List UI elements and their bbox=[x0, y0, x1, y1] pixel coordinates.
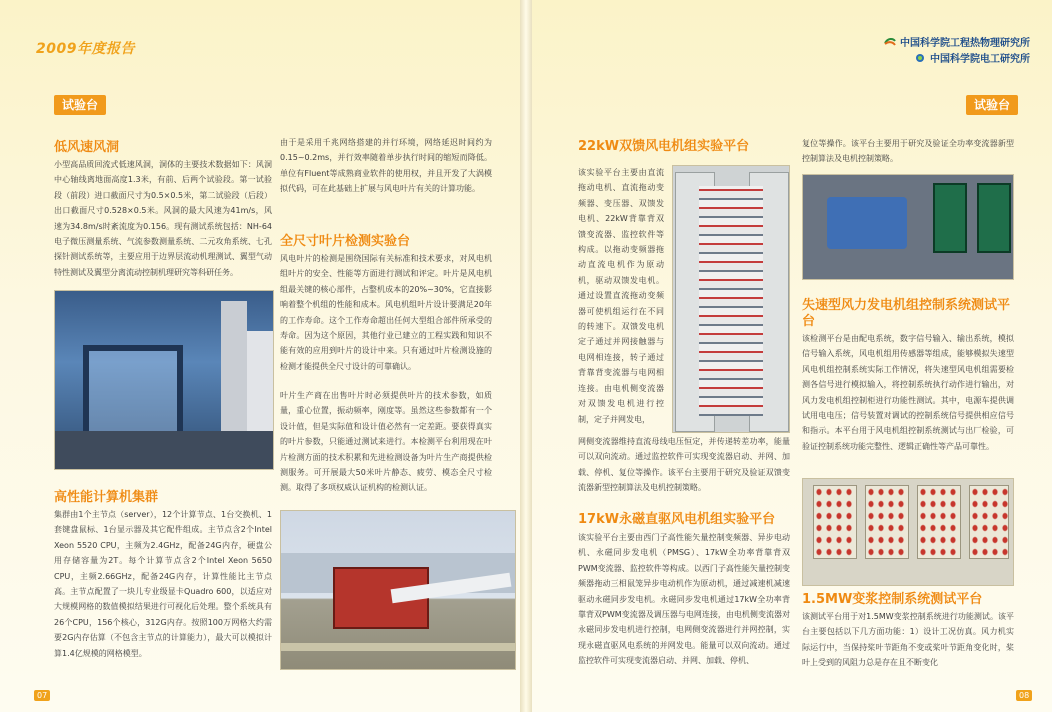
test-console-photo bbox=[802, 478, 1014, 586]
text-blade-test-1: 风电叶片的检测是围绕国际有关标准和技术要求，对风电机组叶片的安全、性能等方面进行测试和评定。叶片是风电机组最关键的核心部件，占整机成本的20%~30%，它直接影响着整个机组的性能和成本。风电机组叶片设计要满足20年的工作寿命。这个工作寿命超出任何大型组合部件所承受的寿命。因为这个原因，其他行业已建立的工程实践和知识不能有效的应用到叶片的设计中来。只有通过叶片检测设施的检测才能提供全尺寸设计的可靠确认。 bbox=[280, 254, 492, 371]
org-line-1 bbox=[884, 34, 1030, 49]
wind-tunnel-photo bbox=[54, 290, 274, 470]
text-network-env: 由于是采用千兆网络搭建的并行环境，网络延迟时间约为0.15~0.2ms，并行效率随着单步执行时间的缩短而降低。单位有Fluent等成熟商业软件的使用权，并且开发了大涡模拟代码，可在此基础上扩展与风电叶片有关的计算功能。 bbox=[280, 138, 492, 194]
org-line-2 bbox=[914, 50, 1030, 65]
section-tag-left: 试验台 bbox=[54, 95, 106, 115]
motor-boards-photo bbox=[802, 174, 1014, 280]
text-hpc-cluster: 集群由1个主节点（server），12个计算节点、1台交换机、1套键盘鼠标、1台显示器及其它配件组成。主节点含2个Intel Xeon 5520 CPU，主频为2.4GHz，配备24G内存，硬盘公用存储容量为2T。每个计算节点含2个Intel Xeon 5650 CPU，主频2.66GHz，配备24G内存，计算性能比主节点高。主节点配置了一块儿专业级显卡Quadro 600，以适应对大规模网格的数值模拟结果进行可视化后处理。整个系统具有26个CPU，156个核心，312G内存。按照100万网格大约需要2G内存估算（不包含主节点的计算能力），最大可以模拟计算1.4亿规模的网格模型。 bbox=[54, 510, 272, 658]
heading-17kw-platform: 17kW永磁直驱风电机组实验平台 bbox=[578, 512, 776, 527]
org-name-1: 中国科学院工程热物理研究所 bbox=[900, 38, 1030, 49]
heading-wind-tunnel: 低风速风洞 bbox=[54, 140, 120, 155]
heading-blade-test: 全尺寸叶片检测实验台 bbox=[280, 234, 411, 249]
text-17kw-continued: 复位等操作。该平台主要用于研究及验证全功率变流器新型控制算法及电机控制策略。 bbox=[802, 139, 1014, 164]
text-22kw-part1: 该实验平台主要由直流拖动电机、直流拖动变频器、变压器、双馈发电机、22kW背靠背双馈变流器、监控软件等构成。以拖动变频器拖动直流电机作为原动机，驱动双馈发电机。通过设置直流拖动变频器可使机组运行在不同的转速下。双馈发电机定子通过并网接触器与电网相连接，转子通过背靠背变流器与电网相连接。由电机侧变流器对双馈发电机进行控制，定子并网发电， bbox=[578, 168, 664, 424]
blade-test-photo bbox=[280, 510, 516, 670]
text-22kw-part2: 网侧变流器维持直流母线电压恒定，并传递转差功率，能量可以双向流动。通过监控软件可实现变流器启动、并网、加载、停机、复位等操作。该平台主要用于研究及验证双馈变流器新型控制算法及电机控制策略。 bbox=[578, 437, 790, 493]
heading-stall-control-test: 失速型风力发电机组控制系统测试平台 bbox=[802, 298, 1011, 329]
text-17kw-platform: 该实验平台主要由西门子高性能矢量控制变频器、异步电动机、永磁同步发电机（PMSG）、17kW全功率背靠背双PWM变流器、监控软件等构成。以西门子高性能矢量控制变频器拖动三相鼠笼异步电动机作为原动机，通过减速机减速驱动永磁同步发电机。永磁同步发电机通过17kW全功率背靠背双PWM变流器及调压器与电网连接，由电机侧变流器对永磁同步发电机进行控制，电网侧变流器进行并网控制，实现永磁直驱风电系统的并网发电。能量可以双向流动。通过监控软件可实现变流器启动、并网、加载、停机、 bbox=[578, 533, 790, 666]
page-number-left: 07 bbox=[34, 690, 50, 701]
text-wind-tunnel: 小型高品质回流式低速风洞，洞体的主要技术数据如下：风洞中心轴线离地面高度1.3米，有前、后两个试验段。第一试验段（前段）进口截面尺寸为0.5×0.5米，第二试验段（后段）出口截面尺寸0.528×0.5米。风洞的最大风速为41m/s，风速为34.8m/s时紊流度为0.156。现有测试系统包括：NH-64电子微压测量系统、气流参数测量系统、二元攻角系统、七孔探针测试系统等，主要应用于边界层流动机理测试、翼型气动特性测试及翼型分离流动控制机理研究等科研任务。 bbox=[54, 160, 272, 277]
heading-22kw-platform: 22kW双馈风电机组实验平台 bbox=[578, 139, 750, 154]
section-tag-right: 试验台 bbox=[966, 95, 1018, 115]
text-stall-control-test: 该检测平台是由配电系统，数字信号输入、输出系统，模拟信号输入系统，风电机组用传感器等组成，能够模拟失速型风电机组控制系统实际工作情况，将失速型风电机组需要检测各信号进行模拟输入，将控制系统执行动作进行输出，对风力发电机组控制柜进行功能性测试。其中，电源车提供调试用电电压；信号装置对调试的控制系统信号提供相应信号和指示。本平台用于风电机组控制系统测试与出厂检验，可验证控制系统功能完整性、逻辑正确性等产品可靠性。 bbox=[802, 334, 1014, 451]
control-cabinet-photo bbox=[672, 165, 790, 433]
page-gutter bbox=[520, 0, 532, 712]
institute-logo-icon bbox=[884, 37, 896, 47]
page-number-right: 08 bbox=[1016, 690, 1032, 701]
year-report-logo: 2009年度报告 bbox=[36, 41, 135, 57]
heading-pitch-control-test: 1.5MW变浆控制系统测试平台 bbox=[802, 592, 983, 607]
org-name-2: 中国科学院电工研究所 bbox=[930, 54, 1030, 65]
heading-hpc-cluster: 高性能计算机集群 bbox=[54, 490, 159, 505]
text-blade-test-2: 叶片生产商在出售叶片时必须提供叶片的技术参数，如质量，重心位置，振动频率，刚度等。虽然这些参数都有一个设计值，但是实际值和设计值必然有一定差距。要获得真实的叶片参数，只能通过测试来进行。本检测平台利用现在叶片检测方面的技术积累和先进检测设备为叶片生产商提供检测服务。可开展最大50米叶片静态、疲劳、模态全尺寸检测。取得了多项权威认证机构的检测认证。 bbox=[280, 391, 492, 493]
text-pitch-control-test: 该测试平台用于对1.5MW变浆控制系统进行功能测试。该平台主要包括以下几方面功能：1）设计工况仿真。风力机实际运行中，当保持桨叶节距角不变或桨叶节距角变化时，桨叶上受到的风阻力总是存在且不断变化 bbox=[802, 612, 1014, 668]
institute-emblem-icon bbox=[914, 53, 926, 63]
